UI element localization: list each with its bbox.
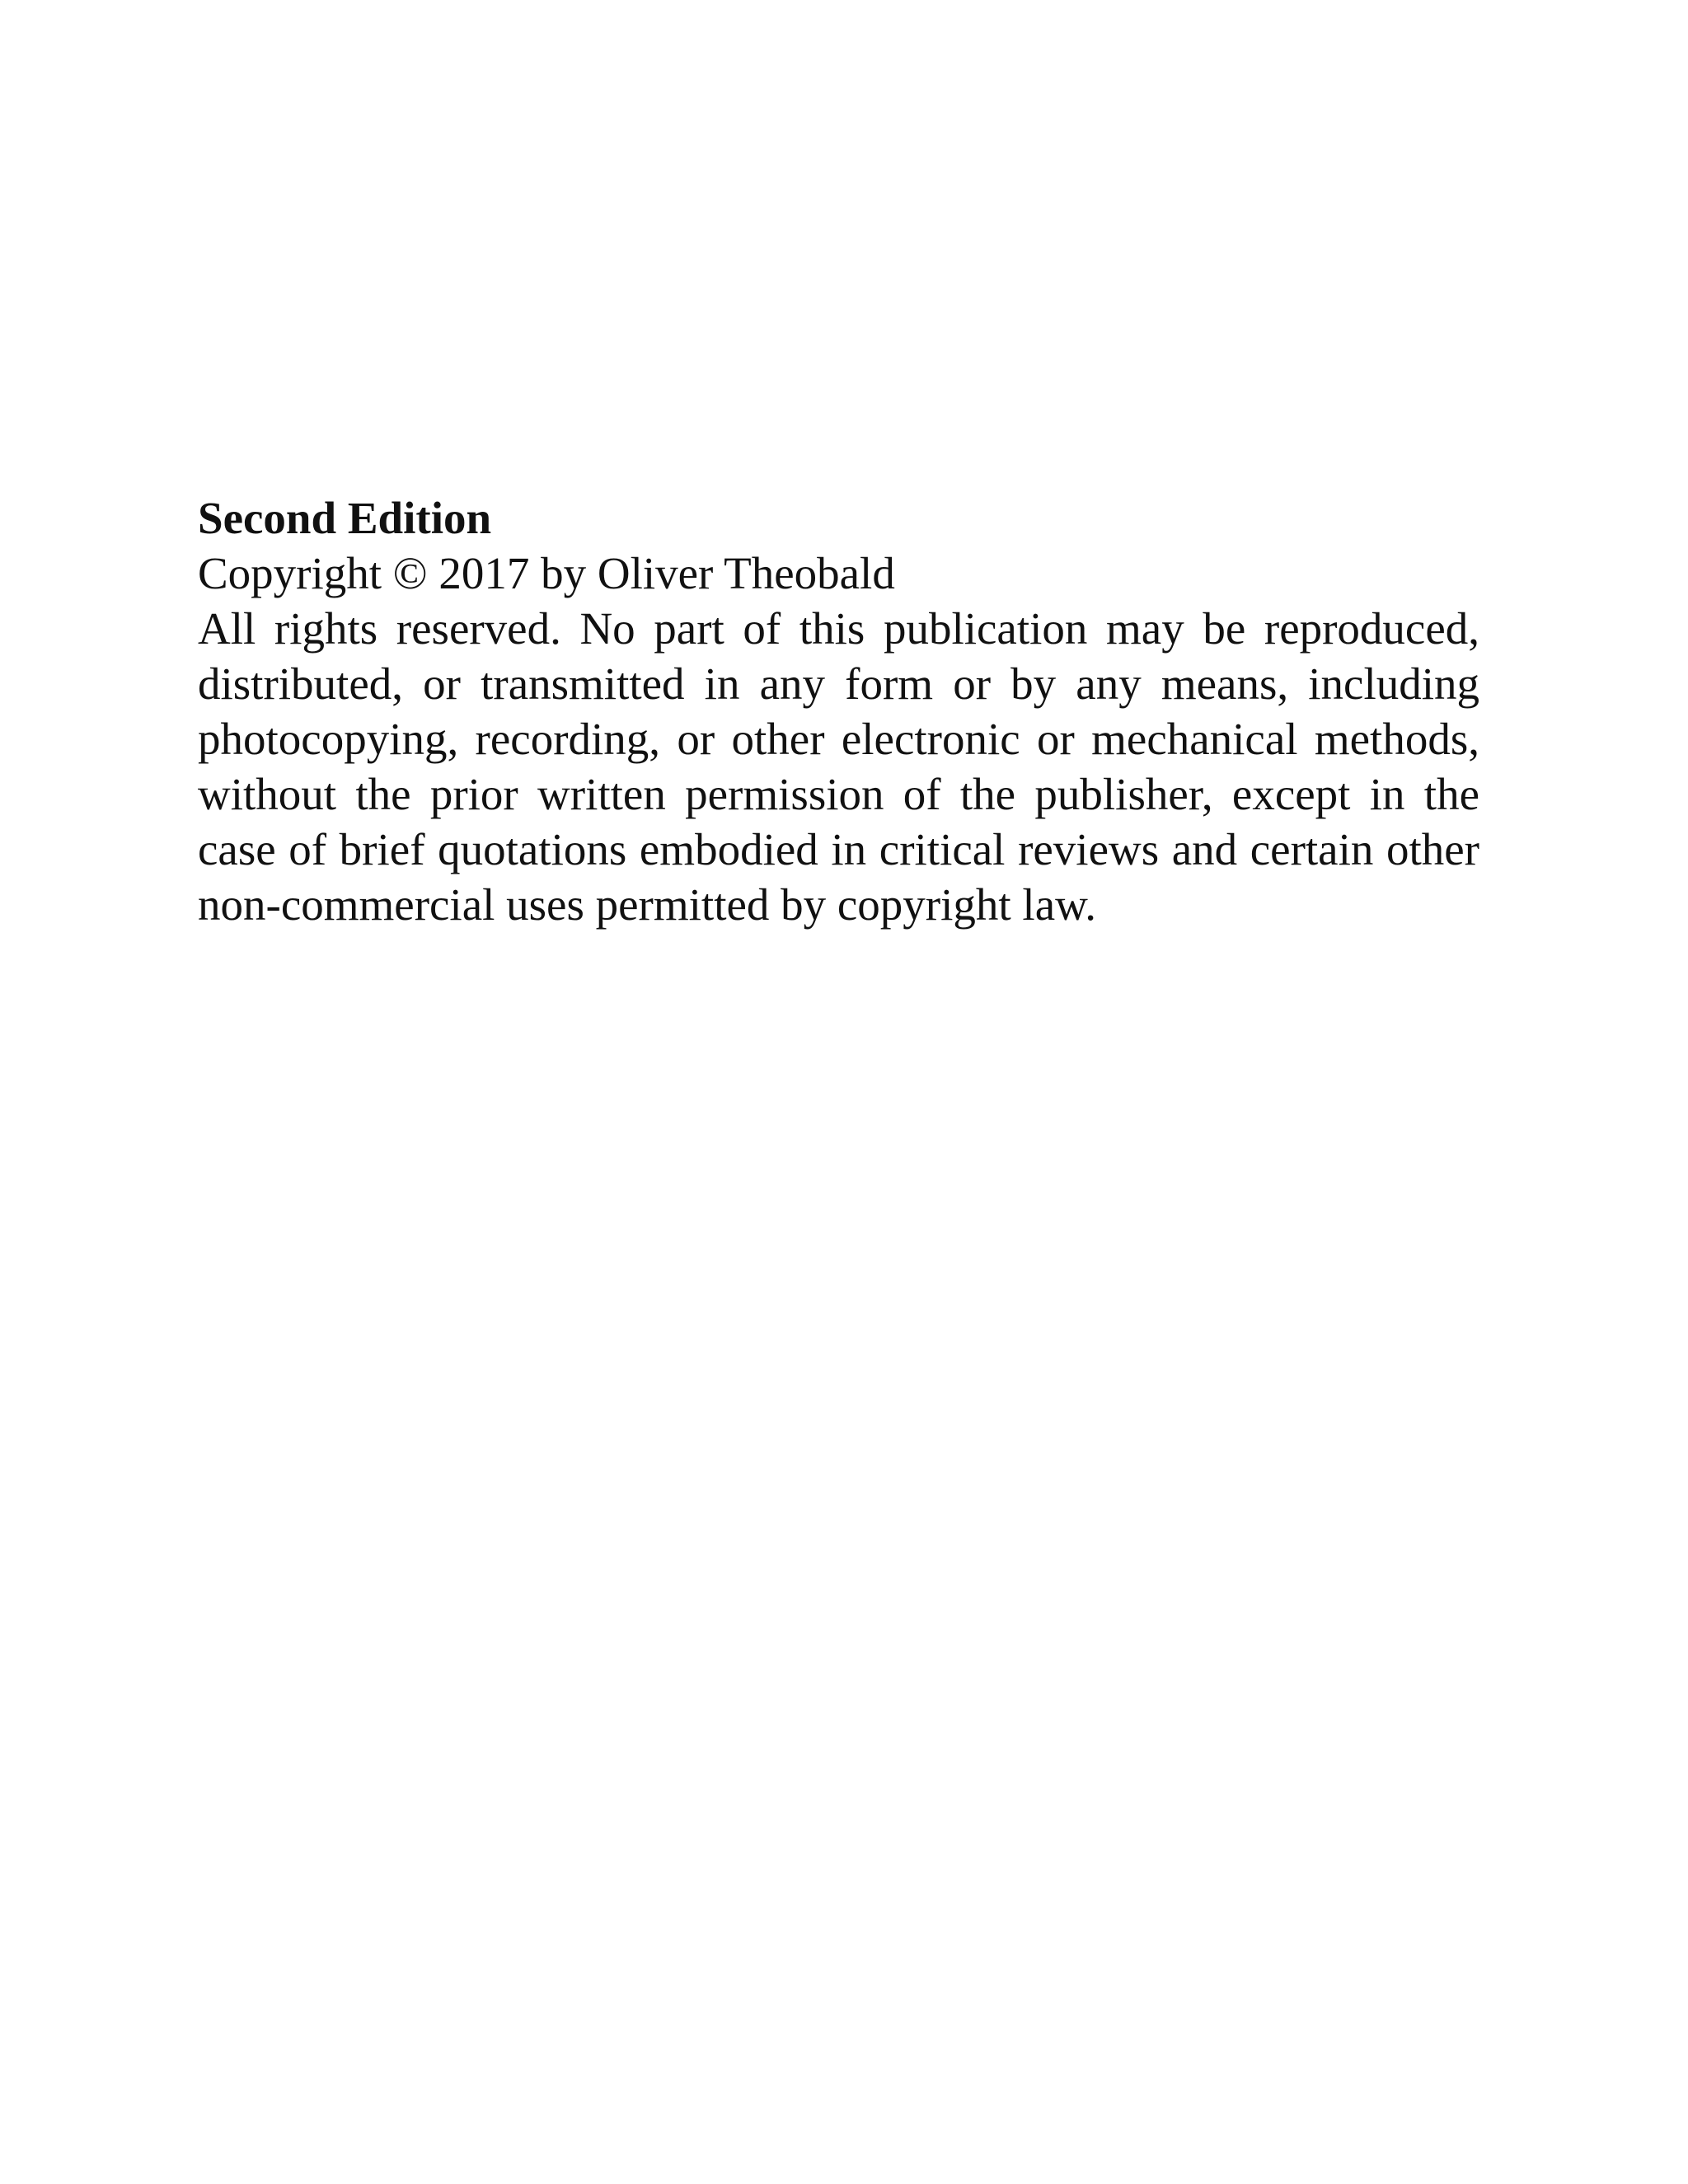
copyright-line: Copyright © 2017 by Oliver Theobald [198, 548, 895, 598]
edition-heading: Second Edition [198, 493, 492, 543]
copyright-block [198, 490, 1479, 932]
rights-notice: All rights reserved. No part of this publication may be reproduced, distributed, or transmitted in any form or by any means, including photocopying, recording, or other electronic or mechanical methods, without the prior written permission of the publisher, except in the case of brief quotations embodied in critical reviews and certain other non-commercial uses permitted by copyright law. [198, 603, 1479, 930]
